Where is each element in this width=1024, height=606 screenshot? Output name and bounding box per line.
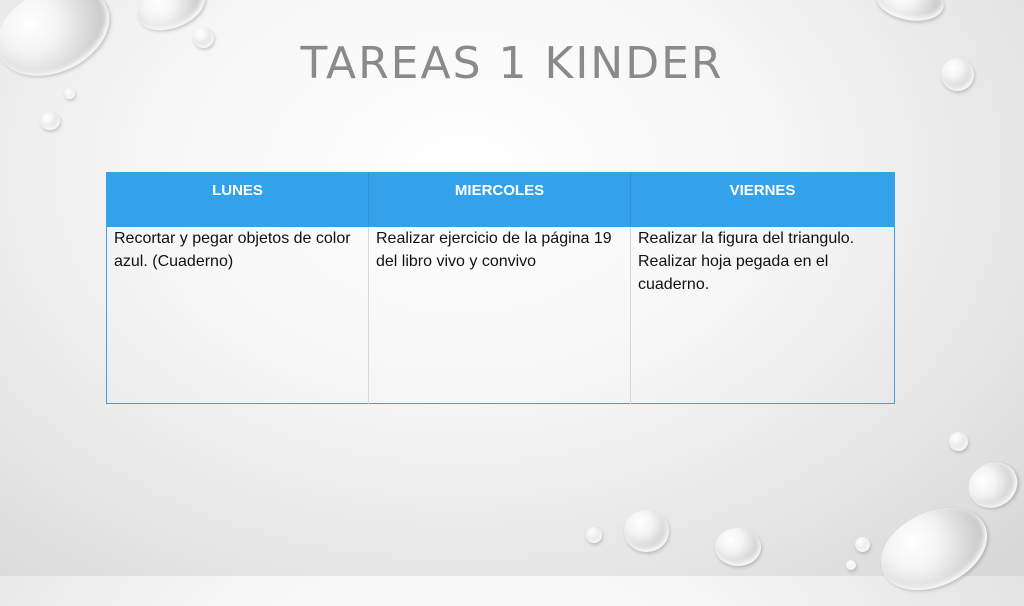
cell-friday-task xyxy=(631,227,895,404)
task-text: Realizar ejercicio de la página 19 del libro vivo y convivo xyxy=(376,229,612,270)
table-row xyxy=(107,227,895,404)
water-drop-decoration xyxy=(855,537,870,552)
water-drop-decoration xyxy=(960,453,1024,516)
water-drop-decoration xyxy=(868,492,1001,606)
water-drop-decoration xyxy=(64,88,75,99)
water-drop-decoration xyxy=(846,560,856,570)
water-drop-decoration xyxy=(624,510,669,552)
task-text: Realizar la figura del triangulo. xyxy=(638,229,855,247)
cell-monday-task xyxy=(107,227,369,404)
water-drop-decoration xyxy=(40,112,60,130)
header-monday: LUNES xyxy=(107,173,369,227)
table-header-row xyxy=(107,173,895,227)
water-drop-decoration xyxy=(586,527,602,543)
header-wednesday: MIERCOLES xyxy=(369,173,631,227)
page-title: TAREAS 1 KINDER xyxy=(300,38,724,89)
cell-wednesday-task xyxy=(369,227,631,404)
water-drop-decoration xyxy=(949,432,968,451)
water-drop-decoration xyxy=(715,528,761,566)
task-text: Recortar y pegar objetos de color azul. (Cuaderno) xyxy=(114,229,351,270)
task-text: Realizar hoja pegada en el cuaderno. xyxy=(638,252,829,293)
header-friday: VIERNES xyxy=(631,173,895,227)
homework-table xyxy=(106,172,895,404)
water-drop-decoration xyxy=(873,0,947,26)
